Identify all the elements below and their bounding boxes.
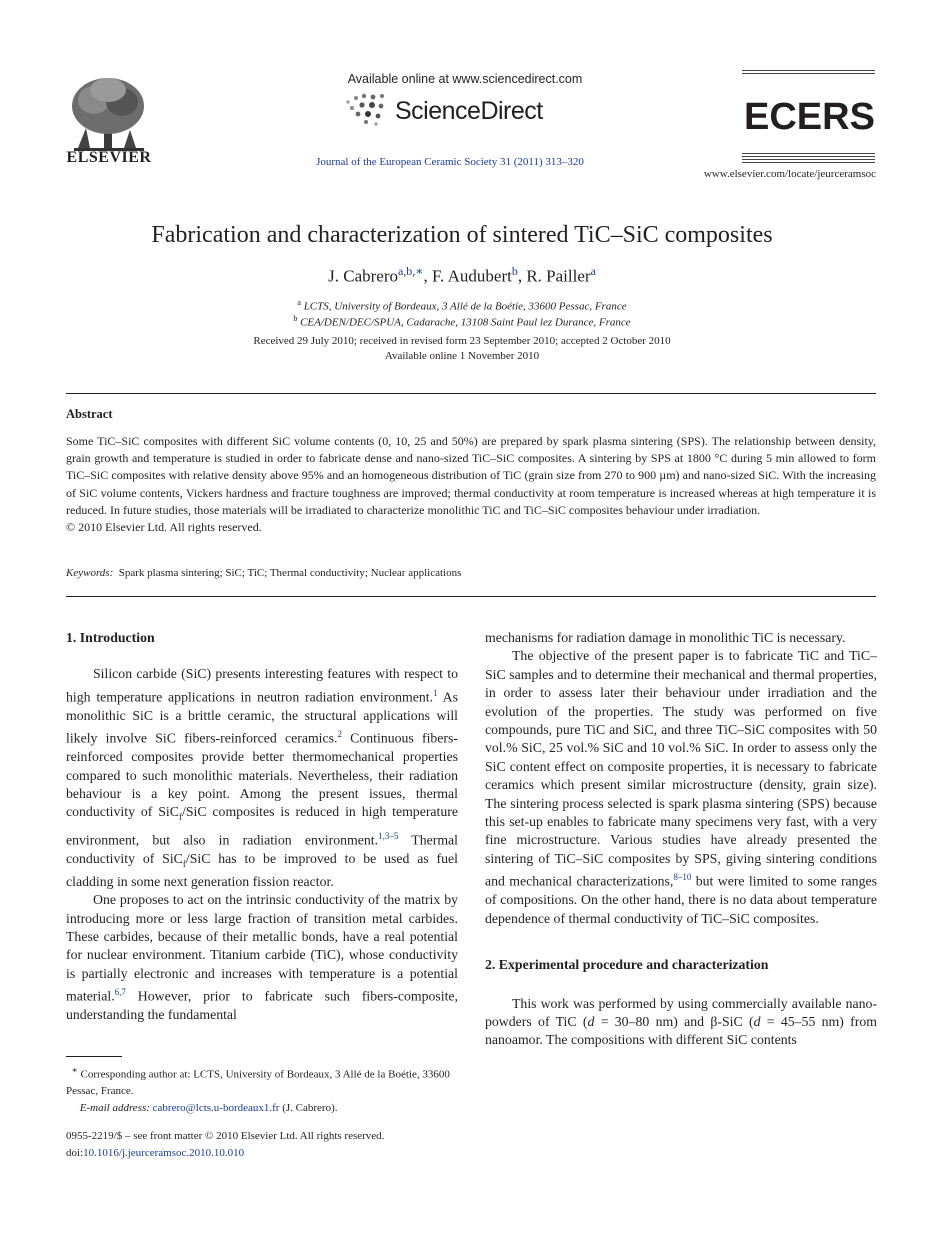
doi-label: doi: (66, 1146, 84, 1159)
variable: d (587, 1013, 595, 1029)
text-run: The objective of the present paper is to fabricate TiC and TiC–SiC samples and to determine their mechanical and thermal properties, in order to assess later their behaviour under irradiation and the evolution of the properties. The study was performed on five compounds, pure TiC and SiC, and three TiC–SiC composites with 50 vol.% SiC, 25 vol.% SiC and 10 vol.% SiC. In order to assess only the SiC content effect on composite properties, it is necessary to fabricate ceramics which present similar microstructure (density, grain size). The sintering process selected is spark plasma sintering (SPS) because this set-up enables to fabricate many specimens very fast, with a very fine microstructure. Various studies have already presented the sintering of TiC–SiC composites by SPS, giving sintering conditions and mechanical characterizations, (485, 648, 877, 889)
ecers-logo-text: ECERS (744, 96, 875, 135)
copyright-notice: © 2010 Elsevier Ltd. All rights reserved. (66, 520, 262, 535)
text-run: /SiC has to be improved to be used as fuel cladding in some next generation fission reactor. (66, 850, 458, 889)
keywords-list: Spark plasma sintering; SiC; TiC; Thermal conductivity; Nuclear applications (118, 567, 462, 579)
journal-citation[interactable]: Journal of the European Ceramic Society 31 (2011) 313–320 (316, 156, 584, 168)
variable: d (753, 1013, 761, 1029)
abstract-heading: Abstract (66, 407, 113, 421)
author-name: R. Pailler (526, 266, 591, 286)
author-list (62, 264, 862, 287)
text-run: One proposes to act on the intrinsic conductivity of the matrix by introducing more or less large fraction of transition metal carbides. These carbides, because of their metallic bonds, have a real potential for nuclear environment. Titanium carbide (TiC), whose conductivity is partially electronic and increases with temperature is a potential material. (66, 892, 458, 1004)
author-marks[interactable]: b (511, 264, 518, 278)
divider (66, 393, 876, 394)
author-separator: , (517, 266, 527, 286)
citation-link[interactable]: 6,7 (114, 987, 126, 998)
text-run: = 45–55 nm) from nanoamor. The compositions with different SiC contents (485, 1013, 878, 1048)
affiliation-mark: b (293, 314, 298, 323)
front-matter (66, 1128, 466, 1161)
author-separator: , (423, 266, 432, 286)
keywords-line (66, 567, 876, 579)
author-marks[interactable]: a,b,∗ (397, 264, 424, 278)
available-date: Available online 1 November 2010 (384, 350, 540, 362)
ecers-decorative-rule-bottom (742, 153, 875, 163)
ecers-society-logo (742, 95, 875, 135)
paragraph (485, 995, 877, 1050)
text-run: As monolithic SiC is a brittle ceramic, the structural applications will likely involve SiC fibers-reinforced ceramics. (66, 689, 458, 746)
ecers-decorative-rule (742, 70, 875, 76)
left-column (66, 629, 458, 1025)
citation-link[interactable]: 8–10 (673, 872, 692, 883)
citation-link[interactable]: 2 (337, 729, 342, 740)
divider (66, 596, 876, 597)
doi-link[interactable]: 10.1016/j.jeurceramsoc.2010.10.010 (83, 1146, 245, 1159)
citation-link[interactable]: 1,3–5 (378, 830, 399, 841)
received-dates: Received 29 July 2010; received in revised form 23 September 2010; accepted 2 October 2010 (253, 335, 671, 347)
affiliation-text: LCTS, University of Bordeaux, 3 Allé de la Boétie, 33600 Pessac, France (303, 300, 627, 313)
email-label: E-mail address: (79, 1101, 150, 1114)
text-run: /SiC composites is reduced in high temperature environment, but also in radiation environment. (66, 804, 458, 848)
right-column (485, 629, 877, 1050)
subscript: f (182, 858, 186, 869)
affiliation-text: CEA/DEN/DEC/SPUA, Cadarache, 13108 Saint Paul lez Durance, France (300, 316, 631, 329)
article-title: Fabrication and characterization of sintered TiC–SiC composites (151, 222, 773, 248)
footnote-mark: ∗ (71, 1065, 78, 1075)
section-heading: 1. Introduction (66, 630, 155, 645)
footnote-rule (66, 1056, 122, 1057)
paragraph (485, 647, 877, 928)
author-marks[interactable]: a (590, 264, 596, 278)
author-email-link[interactable]: cabrero@lcts.u-bordeaux1.fr (152, 1101, 280, 1114)
abstract-body (66, 433, 876, 536)
text-run: Silicon carbide (SiC) presents interesting features with respect to high temperature applications in neutron radiation environment. (66, 666, 458, 705)
keywords-label: Keywords: (66, 567, 114, 579)
citation-link[interactable]: 1 (433, 687, 438, 698)
affiliation-b (62, 314, 862, 329)
footnote-text: Corresponding author at: LCTS, University of Bordeaux, 3 Allé de la Boétie, 33600 Pessac, France. (66, 1068, 450, 1098)
issn-line: 0955-2219/$ – see front matter © 2010 Elsevier Ltd. All rights reserved. (66, 1130, 385, 1142)
text-run: However, prior to fabricate such fibers-composite, understanding the fundamental (66, 988, 458, 1023)
paragraph (66, 891, 458, 1024)
paragraph (66, 665, 458, 891)
affiliation-a (62, 298, 862, 313)
text-run: This work was performed by using commercially available nano-powders of TiC ( (485, 995, 877, 1029)
affiliation-mark: a (297, 298, 301, 307)
text-run: but were limited to some ranges of compositions. On the other hand, there is no data about temperature dependence of thermal conductivity of TiC–SiC composites. (485, 873, 877, 926)
abstract-text: Some TiC–SiC composites with different SiC volume contents (0, 10, 25 and 50%) are prepared by spark plasma sintering (SPS). The relationship between density, grain growth and temperature is studied in order to fabricate dense and nano-sized TiC–SiC composites. A sintering by SPS at 1800 °C during 5 min allowed to form TiC–SiC composites with relative density above 95% and an homogeneous distribution of TiC (grain size from 270 to 900 µm) and nano-sized SiC. With the increasing of SiC volume contents, Vickers hardness and fracture toughness are improved; thermal conductivity at room temperature is increased whereas at high temperature it is reduced. In future studies, those materials will be irradiated to characterize monolithic TiC and TiC–SiC composites behaviour under irradiation. (66, 434, 876, 517)
available-online-text: Available online at www.sciencedirect.com (347, 72, 583, 86)
text-run: Thermal conductivity of SiC (66, 832, 459, 866)
subscript: f (178, 812, 182, 823)
publisher-name: ELSEVIER (66, 149, 152, 166)
author-name: J. Cabrero (328, 266, 398, 286)
paragraph-continued: mechanisms for radiation damage in monolithic TiC is necessary. (485, 630, 846, 645)
journal-url[interactable]: www.elsevier.com/locate/jeurceramsoc (703, 168, 876, 180)
text-run: Continuous fibers-reinforced composites provide better thermomechanical properties compared to such monolithic materials. Nevertheless, their radiation behaviour is a key point. Among the present issues, thermal conductivity of SiC (66, 730, 458, 820)
email-owner: (J. Cabrero). (279, 1101, 338, 1114)
sciencedirect-wordmark: ScienceDirect (395, 97, 543, 125)
text-run: = 30–80 nm) and β-SiC ( (594, 1013, 754, 1029)
corresponding-author-footnote (66, 1062, 458, 1116)
section-heading: 2. Experimental procedure and characterization (485, 957, 769, 973)
author-name: F. Audubert (431, 266, 512, 286)
